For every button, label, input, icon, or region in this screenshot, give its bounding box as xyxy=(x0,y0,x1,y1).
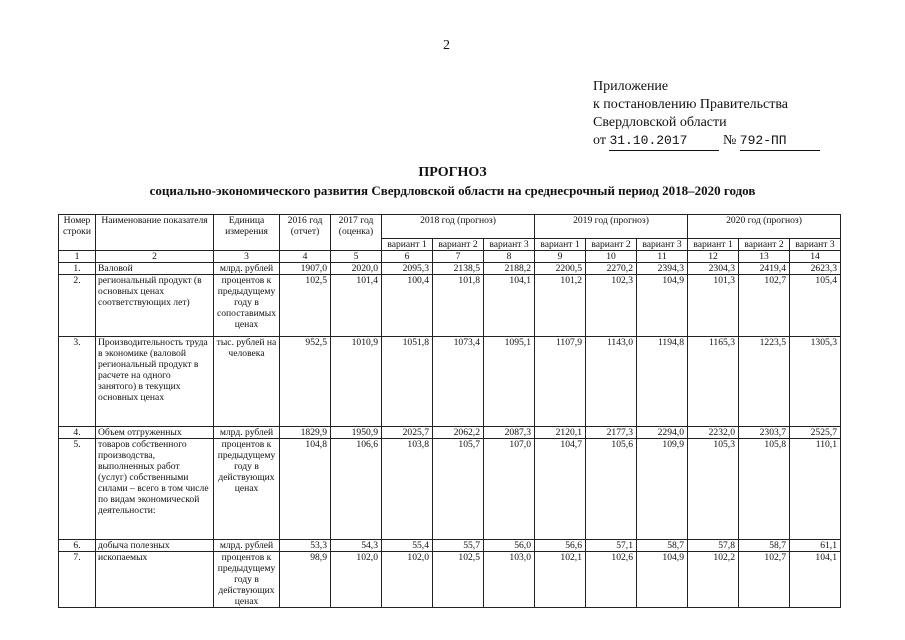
value-cell: 110,1 xyxy=(790,439,841,540)
value-cell: 1051,8 xyxy=(382,337,433,427)
column-number-row xyxy=(59,251,841,263)
value-cell: 57,1 xyxy=(586,540,637,552)
value-cell: 105,7 xyxy=(433,439,484,540)
row-number-cell: 2. xyxy=(59,275,96,337)
value-cell: 2623,3 xyxy=(790,263,841,275)
value-cell: 58,7 xyxy=(637,540,688,552)
value-cell: 1095,1 xyxy=(484,337,535,427)
appendix-line-1: Приложение xyxy=(593,79,669,94)
row-number-cell: 4. xyxy=(59,427,96,439)
value-cell: 61,1 xyxy=(790,540,841,552)
value-cell: 104,8 xyxy=(280,439,331,540)
value-cell: 2294,0 xyxy=(637,427,688,439)
value-cell: 105,8 xyxy=(739,439,790,540)
value-cell: 103,8 xyxy=(382,439,433,540)
document-title: ПРОГНОЗ xyxy=(418,165,487,180)
header-variant: вариант 2 xyxy=(739,239,790,251)
value-cell: 1829,9 xyxy=(280,427,331,439)
value-cell: 104,9 xyxy=(637,275,688,337)
table-row xyxy=(59,540,841,552)
value-cell: 2120,1 xyxy=(535,427,586,439)
appendix-date-line xyxy=(593,132,820,151)
table-row xyxy=(59,427,841,439)
header-variant: вариант 2 xyxy=(586,239,637,251)
indicator-name-cell: ископаемых xyxy=(96,552,214,608)
value-cell: 2303,7 xyxy=(739,427,790,439)
value-cell: 2419,4 xyxy=(739,263,790,275)
column-number: 3 xyxy=(214,251,280,263)
unit-cell: процентов к предыдущему году в сопоставимых ценах xyxy=(214,275,280,337)
value-cell: 106,6 xyxy=(331,439,382,540)
table-body xyxy=(59,263,841,608)
value-cell: 2020,0 xyxy=(331,263,382,275)
document-subtitle: социально-экономического развития Свердловской области на среднесрочный период 2018–2020 годов xyxy=(149,183,756,198)
value-cell: 2304,3 xyxy=(688,263,739,275)
value-cell: 102,2 xyxy=(688,552,739,608)
date-prefix: от xyxy=(593,133,606,148)
header-2018: 2018 год (прогноз) xyxy=(382,215,535,239)
column-number: 7 xyxy=(433,251,484,263)
value-cell: 102,5 xyxy=(433,552,484,608)
table-row xyxy=(59,552,841,608)
column-number: 10 xyxy=(586,251,637,263)
unit-cell: тыс. рублей на человека xyxy=(214,337,280,427)
value-cell: 105,4 xyxy=(790,275,841,337)
indicator-name-cell: товаров собственного производства, выполненных работ (услуг) собственными силами – всего в том числе по видам экономической деятельности: xyxy=(96,439,214,540)
value-cell: 101,8 xyxy=(433,275,484,337)
value-cell: 104,1 xyxy=(484,275,535,337)
value-cell: 101,2 xyxy=(535,275,586,337)
value-cell: 2095,3 xyxy=(382,263,433,275)
unit-cell: млрд. рублей xyxy=(214,540,280,552)
column-number: 1 xyxy=(59,251,96,263)
column-number: 9 xyxy=(535,251,586,263)
column-number: 13 xyxy=(739,251,790,263)
indicator-name-cell: Валовой xyxy=(96,263,214,275)
value-cell: 55,4 xyxy=(382,540,433,552)
value-cell: 53,3 xyxy=(280,540,331,552)
value-cell: 55,7 xyxy=(433,540,484,552)
value-cell: 2188,2 xyxy=(484,263,535,275)
value-cell: 1107,9 xyxy=(535,337,586,427)
value-cell: 1950,9 xyxy=(331,427,382,439)
value-cell: 102,5 xyxy=(280,275,331,337)
value-cell: 100,4 xyxy=(382,275,433,337)
value-cell: 1073,4 xyxy=(433,337,484,427)
value-cell: 2232,0 xyxy=(688,427,739,439)
header-variant: вариант 3 xyxy=(637,239,688,251)
number-prefix: № xyxy=(722,133,737,148)
row-number-cell: 5. xyxy=(59,439,96,540)
header-variant: вариант 1 xyxy=(535,239,586,251)
value-cell: 56,0 xyxy=(484,540,535,552)
value-cell: 1194,8 xyxy=(637,337,688,427)
header-variant: вариант 3 xyxy=(484,239,535,251)
unit-cell: процентов к предыдущему году в действующих ценах xyxy=(214,439,280,540)
unit-cell: млрд. рублей xyxy=(214,427,280,439)
column-number: 4 xyxy=(280,251,331,263)
row-number-cell: 6. xyxy=(59,540,96,552)
appendix-line-3: Свердловской области xyxy=(593,115,727,130)
value-cell: 2525,7 xyxy=(790,427,841,439)
unit-cell: млрд. рублей xyxy=(214,263,280,275)
header-variant: вариант 2 xyxy=(433,239,484,251)
column-number: 6 xyxy=(382,251,433,263)
decree-number: 792-ПП xyxy=(740,132,820,151)
value-cell: 102,0 xyxy=(382,552,433,608)
indicator-name-cell: добыча полезных xyxy=(96,540,214,552)
value-cell: 107,0 xyxy=(484,439,535,540)
row-number-cell: 7. xyxy=(59,552,96,608)
column-number: 11 xyxy=(637,251,688,263)
value-cell: 105,6 xyxy=(586,439,637,540)
unit-cell: процентов к предыдущему году в действующих ценах xyxy=(214,552,280,608)
value-cell: 2177,3 xyxy=(586,427,637,439)
indicator-name-cell: Производительность труда в экономике (валовой региональный продукт в расчете на одного занятого) в текущих основных ценах xyxy=(96,337,214,427)
column-number: 2 xyxy=(96,251,214,263)
decree-date: 31.10.2017 xyxy=(609,132,719,151)
forecast-table xyxy=(58,214,841,608)
header-variant: вариант 1 xyxy=(688,239,739,251)
value-cell: 104,1 xyxy=(790,552,841,608)
value-cell: 2025,7 xyxy=(382,427,433,439)
table-row xyxy=(59,263,841,275)
value-cell: 57,8 xyxy=(688,540,739,552)
header-2017: 2017 год (оценка) xyxy=(331,215,382,251)
value-cell: 98,9 xyxy=(280,552,331,608)
value-cell: 54,3 xyxy=(331,540,382,552)
header-2020: 2020 год (прогноз) xyxy=(688,215,841,239)
value-cell: 1907,0 xyxy=(280,263,331,275)
value-cell: 2138,5 xyxy=(433,263,484,275)
value-cell: 109,9 xyxy=(637,439,688,540)
column-number: 5 xyxy=(331,251,382,263)
header-variant: вариант 3 xyxy=(790,239,841,251)
value-cell: 1143,0 xyxy=(586,337,637,427)
appendix-block xyxy=(593,78,820,151)
value-cell: 105,3 xyxy=(688,439,739,540)
indicator-name-cell: региональный продукт (в основных ценах соответствующих лет) xyxy=(96,275,214,337)
page-number: 2 xyxy=(443,38,450,53)
header-row xyxy=(59,215,841,239)
column-number: 8 xyxy=(484,251,535,263)
value-cell: 102,0 xyxy=(331,552,382,608)
header-row-number: Номер строки xyxy=(59,215,96,251)
value-cell: 102,3 xyxy=(586,275,637,337)
value-cell: 2087,3 xyxy=(484,427,535,439)
column-number: 12 xyxy=(688,251,739,263)
row-number-cell: 1. xyxy=(59,263,96,275)
header-2019: 2019 год (прогноз) xyxy=(535,215,688,239)
table-row xyxy=(59,275,841,337)
table-row xyxy=(59,337,841,427)
value-cell: 101,4 xyxy=(331,275,382,337)
value-cell: 2270,2 xyxy=(586,263,637,275)
value-cell: 1165,3 xyxy=(688,337,739,427)
value-cell: 102,7 xyxy=(739,552,790,608)
value-cell: 1010,9 xyxy=(331,337,382,427)
value-cell: 103,0 xyxy=(484,552,535,608)
value-cell: 2394,3 xyxy=(637,263,688,275)
value-cell: 102,6 xyxy=(586,552,637,608)
value-cell: 58,7 xyxy=(739,540,790,552)
value-cell: 102,1 xyxy=(535,552,586,608)
value-cell: 2062,2 xyxy=(433,427,484,439)
value-cell: 56,6 xyxy=(535,540,586,552)
value-cell: 102,7 xyxy=(739,275,790,337)
value-cell: 104,7 xyxy=(535,439,586,540)
header-2016: 2016 год (отчет) xyxy=(280,215,331,251)
value-cell: 2200,5 xyxy=(535,263,586,275)
appendix-line-2: к постановлению Правительства xyxy=(593,97,789,112)
header-name: Наименование показателя xyxy=(96,215,214,251)
value-cell: 1223,5 xyxy=(739,337,790,427)
header-unit: Единица измерения xyxy=(214,215,280,251)
row-number-cell: 3. xyxy=(59,337,96,427)
value-cell: 101,3 xyxy=(688,275,739,337)
table-row xyxy=(59,439,841,540)
header-variant: вариант 1 xyxy=(382,239,433,251)
indicator-name-cell: Объем отгруженных xyxy=(96,427,214,439)
value-cell: 952,5 xyxy=(280,337,331,427)
value-cell: 1305,3 xyxy=(790,337,841,427)
value-cell: 104,9 xyxy=(637,552,688,608)
column-number: 14 xyxy=(790,251,841,263)
